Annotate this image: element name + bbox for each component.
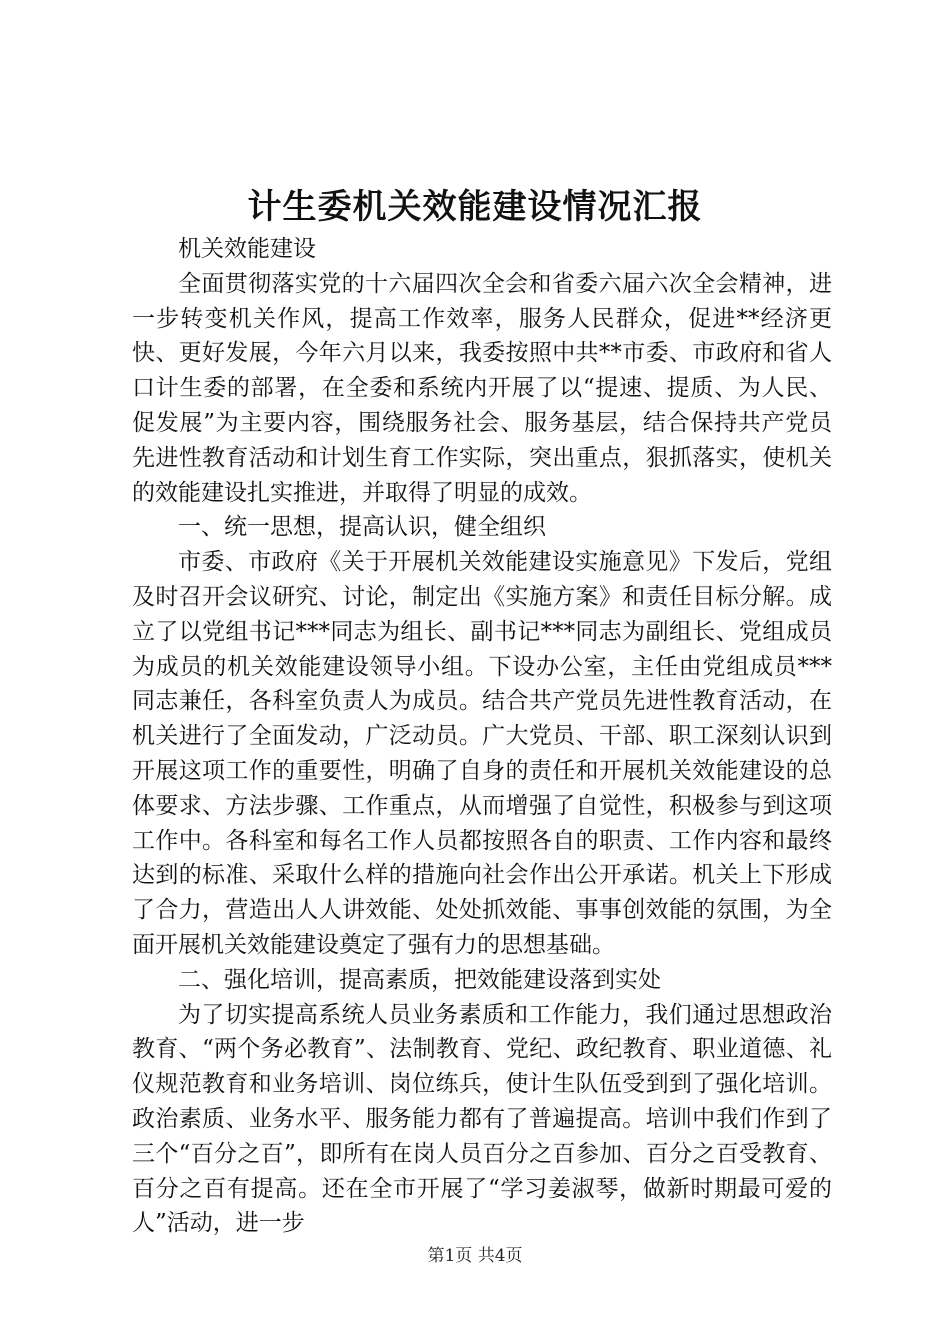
page-number-footer: 第1页 共4页 [427,1246,523,1266]
section-2-paragraph: 为了切实提高系统人员业务素质和工作能力，我们通过思想政治教育、“两个务必教育”、法制教育、党纪、政纪教育、职业道德、礼仪规范教育和业务培训、岗位练兵，使计生队伍受到到了强化培训。政治素质、业务水平、服务能力都有了普遍提高。培训中我们作到了三个“百分之百”，即所有在岗人员百分之百参加、百分之百受教育、百分之百有提高。还在全市开展了“学习姜淑琴，做新时期最可爱的人”活动，进一步 [132,1001,832,1237]
section-1-paragraph: 市委、市政府《关于开展机关效能建设实施意见》下发后，党组及时召开会议研究、讨论，制定出《实施方案》和责任目标分解。成立了以党组书记***同志为组长、副书记***同志为副组长、党组成员为成员的机关效能建设领导小组。下设办公室，主任由党组成员***同志兼任，各科室负责人为成员。结合共产党员先进性教育活动，在机关进行了全面发动，广泛动员。广大党员、干部、职工深刻认识到开展这项工作的重要性，明确了自身的责任和开展机关效能建设的总体要求、方法步骤、工作重点，从而增强了自觉性，积极参与到这项工作中。各科室和每名工作人员都按照各自的职责、工作内容和最终达到的标准、采取什么样的措施向社会作出公开承诺。机关上下形成了合力，营造出人人讲效能、处处抓效能、事事创效能的氛围，为全面开展机关效能建设奠定了强有力的思想基础。 [132,549,832,958]
section-label: 机关效能建设 [178,236,316,262]
document-body [132,232,832,1241]
section-heading-1: 一、统一思想，提高认识，健全组织 [178,514,546,541]
intro-paragraph: 全面贯彻落实党的十六届四次全会和省委六届六次全会精神，进一步转变机关作风，提高工作效率，服务人民群众，促进**经济更快、更好发展，今年六月以来，我委按照中共**市委、市政府和省人口计生委的部署，在全委和系统内开展了以“提速、提质、为人民、促发展”为主要内容，围绕服务社会、服务基层，结合保持共产党员先进性教育活动和计划生育工作实际，突出重点，狠抓落实，使机关的效能建设扎实推进，并取得了明显的成效。 [132,270,832,506]
document-title: 计生委机关效能建设情况汇报 [247,187,703,227]
section-heading-2: 二、强化培训，提高素质，把效能建设落到实处 [178,966,661,993]
